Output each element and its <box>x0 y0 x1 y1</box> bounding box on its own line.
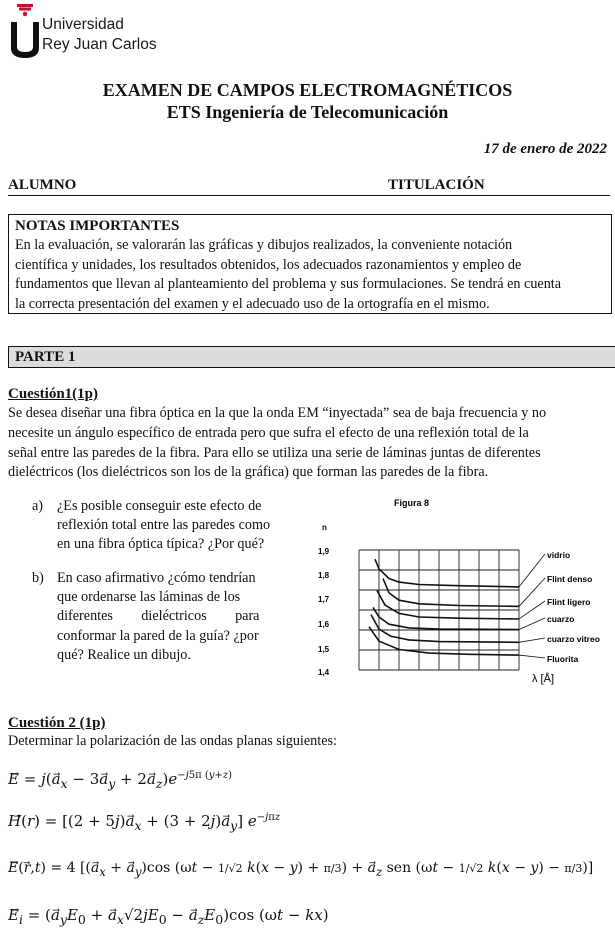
y-tick-label: 1,8 <box>318 571 330 580</box>
y-tick-label: 1,6 <box>318 620 330 629</box>
item-b-line: conformar la pared de la guía? ¿por <box>57 627 259 644</box>
series-label-leader <box>519 638 545 642</box>
series-label-leader <box>519 655 545 658</box>
y-tick-label: 1,7 <box>318 595 330 604</box>
school-title: ETS Ingeniería de Telecomunicación <box>166 102 449 122</box>
item-b-label: b) <box>32 570 44 586</box>
chart-title: Figura 8 <box>394 498 430 508</box>
university-crest-icon <box>8 4 42 60</box>
notes-line: científica y unidades, los resultados obtenidos, los adecuados razonamientos y empleo de <box>15 256 522 273</box>
item-b-line: qué? Realice un dibujo. <box>57 646 191 663</box>
q1-line: necesite un ángulo específico de entrada pero que sufra el efecto de una reflexión total de la <box>8 424 529 441</box>
notes-line: fundamentos que llevan al planteamiento del problema y sus formulaciones. Se tendrá en cuenta <box>15 276 562 293</box>
y-tick-label: 1,4 <box>318 668 330 677</box>
series-label: cuarzo <box>547 614 575 624</box>
item-b-line: que ordenarse las láminas de los <box>57 589 241 606</box>
series-label: vidrio <box>547 550 571 560</box>
y-axis-label: n <box>322 523 327 532</box>
alumno-label: ALUMNO <box>8 177 77 193</box>
series-label-leader <box>519 618 545 630</box>
question-1-title: Cuestión1(1p) <box>8 386 99 402</box>
item-b-line: diferentes dieléctricos para <box>57 608 260 625</box>
item-b-line: En caso afirmativo ¿cómo tendrían <box>57 570 256 586</box>
notes-title: NOTAS IMPORTANTES <box>15 218 180 234</box>
refractive-index-chart <box>314 492 614 688</box>
item-a-label: a) <box>32 498 44 514</box>
series-line <box>375 559 519 587</box>
y-tick-label: 1,5 <box>318 645 330 654</box>
series-label-leader <box>519 601 545 619</box>
item-a-line: reflexión total entre las paredes como <box>57 517 271 534</box>
series-label: cuarzo vitreo <box>547 634 600 644</box>
question-2-title: Cuestión 2 (1p) <box>8 715 106 731</box>
question-1-item-a <box>32 497 322 557</box>
q1-line: señal entre las paredes de la fibra. Para ello se utiliza una serie de láminas juntas de diferentes <box>8 444 541 461</box>
question-1-text <box>8 404 608 483</box>
equation-1: E⃗ = $j(a_x - 3a_y + 2a_z)e^{-j5\pi (y+z)}$ <box>8 770 232 791</box>
series-label: Flint ligero <box>547 597 591 607</box>
notes-box <box>8 214 612 314</box>
series-label: Fluorita <box>547 654 579 664</box>
equation-4: $E_i = (a_yE_0 + a_x√2jE_0 - a_zE_0)\cos$ (ωt − kx) <box>8 906 329 927</box>
item-a-line: ¿Es posible conseguir este efecto de <box>57 498 262 514</box>
question-1-item-b <box>32 569 322 669</box>
equation-3: E⃗(r⃗,t) = 4 [$(a_x + a_y)\cos$ (ωt − 1/√2 $k(x - y) + \pi/3) + a_z$ sen (ωt − 1/√2 k(x − y) − π/3)] <box>8 860 594 879</box>
notes-line: la correcta presentación del examen y el adecuado uso de la ortografía en el mismo. <box>15 295 490 312</box>
notes-line: En la evaluación, se valorarán las gráficas y dibujos realizados, la conveniente notación <box>15 237 513 253</box>
q1-line: Se desea diseñar una fibra óptica en la que la onda EM “inyectada” sea de baja frecuencia y no <box>8 405 547 421</box>
titulacion-label: TITULACIÓN <box>388 177 485 193</box>
item-a-line: en una fibra óptica típica? ¿Por qué? <box>57 536 265 553</box>
y-tick-label: 1,9 <box>318 547 330 556</box>
q1-line: dieléctricos (los dieléctricos son los de la gráfica) que forman las paredes de la fibra. <box>8 464 489 481</box>
exam-title: EXAMEN DE CAMPOS ELECTROMAGNÉTICOS <box>102 80 513 100</box>
x-axis-label: λ [Å] <box>532 673 555 685</box>
question-2-intro: Determinar la polarización de las ondas planas siguientes: <box>8 733 337 749</box>
university-name-line1: Universidad <box>42 16 124 33</box>
header-rule <box>8 195 610 196</box>
university-name-line2: Rey Juan Carlos <box>42 36 157 53</box>
series-label: Flint denso <box>547 574 593 584</box>
parte-header: PARTE 1 <box>8 346 615 368</box>
exam-date: 17 de enero de 2022 <box>483 141 607 157</box>
equation-2: H⃗(r) = $[(2 + 5j)a_x + (3 + 2j)a_y]$ $e^{-j\pi z}$ <box>8 812 281 833</box>
figure-8 <box>314 492 614 688</box>
